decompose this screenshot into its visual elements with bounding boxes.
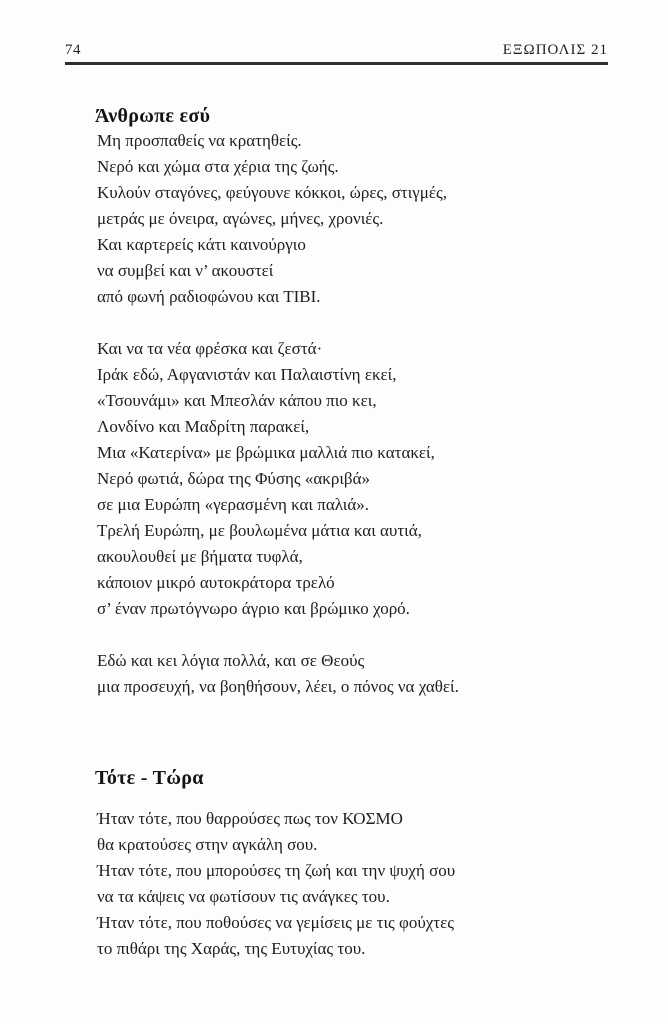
poem-line: κάποιον μικρό αυτοκράτορα τρελό — [97, 573, 335, 592]
poem1-stanza-1 — [97, 128, 644, 310]
running-head — [65, 40, 608, 60]
poem1-stanza-2 — [97, 336, 644, 622]
poem-title-anthrope-esy: Άνθρωπε εσύ — [95, 104, 211, 127]
poem-line: Ιράκ εδώ, Αφγανιστάν και Παλαιστίνη εκεί, — [97, 365, 397, 384]
poem-title-tote-tora: Τότε - Τώρα — [95, 766, 204, 789]
poem-line: Κυλούν σταγόνες, φεύγουνε κόκκοι, ώρες, στιγμές, — [97, 183, 448, 202]
poem-line: Μια «Κατερίνα» με βρώμικα μαλλιά πιο κατακεί, — [97, 443, 435, 462]
poem-line: Ήταν τότε, που μπορούσες τη ζωή και την ψυχή σου — [97, 861, 456, 880]
poem-line: να τα κάψεις να φωτίσουν τις ανάγκες του. — [97, 887, 390, 906]
header-rule — [65, 62, 608, 65]
poem-line: από φωνή ραδιοφώνου και ΤΙΒΙ. — [97, 287, 321, 306]
poem-line: Λονδίνο και Μαδρίτη παρακεί, — [97, 417, 310, 436]
poem-line: Και να τα νέα φρέσκα και ζεστά· — [97, 339, 323, 358]
poem-line: Μη προσπαθείς να κρατηθείς. — [97, 131, 302, 150]
poem-line: Ήταν τότε, που ποθούσες να γεμίσεις με τις φούχτες — [97, 913, 455, 932]
poem-line: σε μια Ευρώπη «γερασμένη και παλιά». — [97, 495, 369, 514]
poem-line: Και καρτερείς κάτι καινούργιο — [97, 235, 306, 254]
poem-line: να συμβεί και ν’ ακουστεί — [97, 261, 274, 280]
poem-line: μια προσευχή, να βοηθήσουν, λέει, ο πόνος να χαθεί. — [97, 677, 459, 696]
poem-line: Εδώ και κει λόγια πολλά, και σε Θεούς — [97, 651, 365, 670]
poem-line: Νερό και χώμα στα χέρια της ζωής. — [97, 157, 339, 176]
poem-line: ακουλουθεί με βήματα τυφλά, — [97, 547, 303, 566]
poem-line: το πιθάρι της Χαράς, της Ευτυχίας του. — [97, 939, 366, 958]
page-number: 74 — [65, 42, 81, 58]
poem-line: Τρελή Ευρώπη, με βουλωμένα μάτια και αυτιά, — [97, 521, 422, 540]
poem2-stanza-1 — [97, 806, 644, 962]
poem-line: Νερό φωτιά, δώρα της Φύσης «ακριβά» — [97, 469, 370, 488]
poem1-stanza-3 — [97, 648, 644, 700]
poem-line: «Τσουνάμι» και Μπεσλάν κάπου πιο κει, — [97, 391, 377, 410]
poem-line: σ’ έναν πρωτόγνωρο άγριο και βρώμικο χορό. — [97, 599, 410, 618]
poem-line: Ήταν τότε, που θαρρούσες πως τον ΚΟΣΜΟ — [97, 809, 403, 828]
header-book-title: ΕΞΩΠΟΛΙΣ 21 — [502, 42, 608, 58]
poem-line: θα κρατούσες στην αγκάλη σου. — [97, 835, 318, 854]
poem-line: μετράς με όνειρα, αγώνες, μήνες, χρονιές. — [97, 209, 384, 228]
